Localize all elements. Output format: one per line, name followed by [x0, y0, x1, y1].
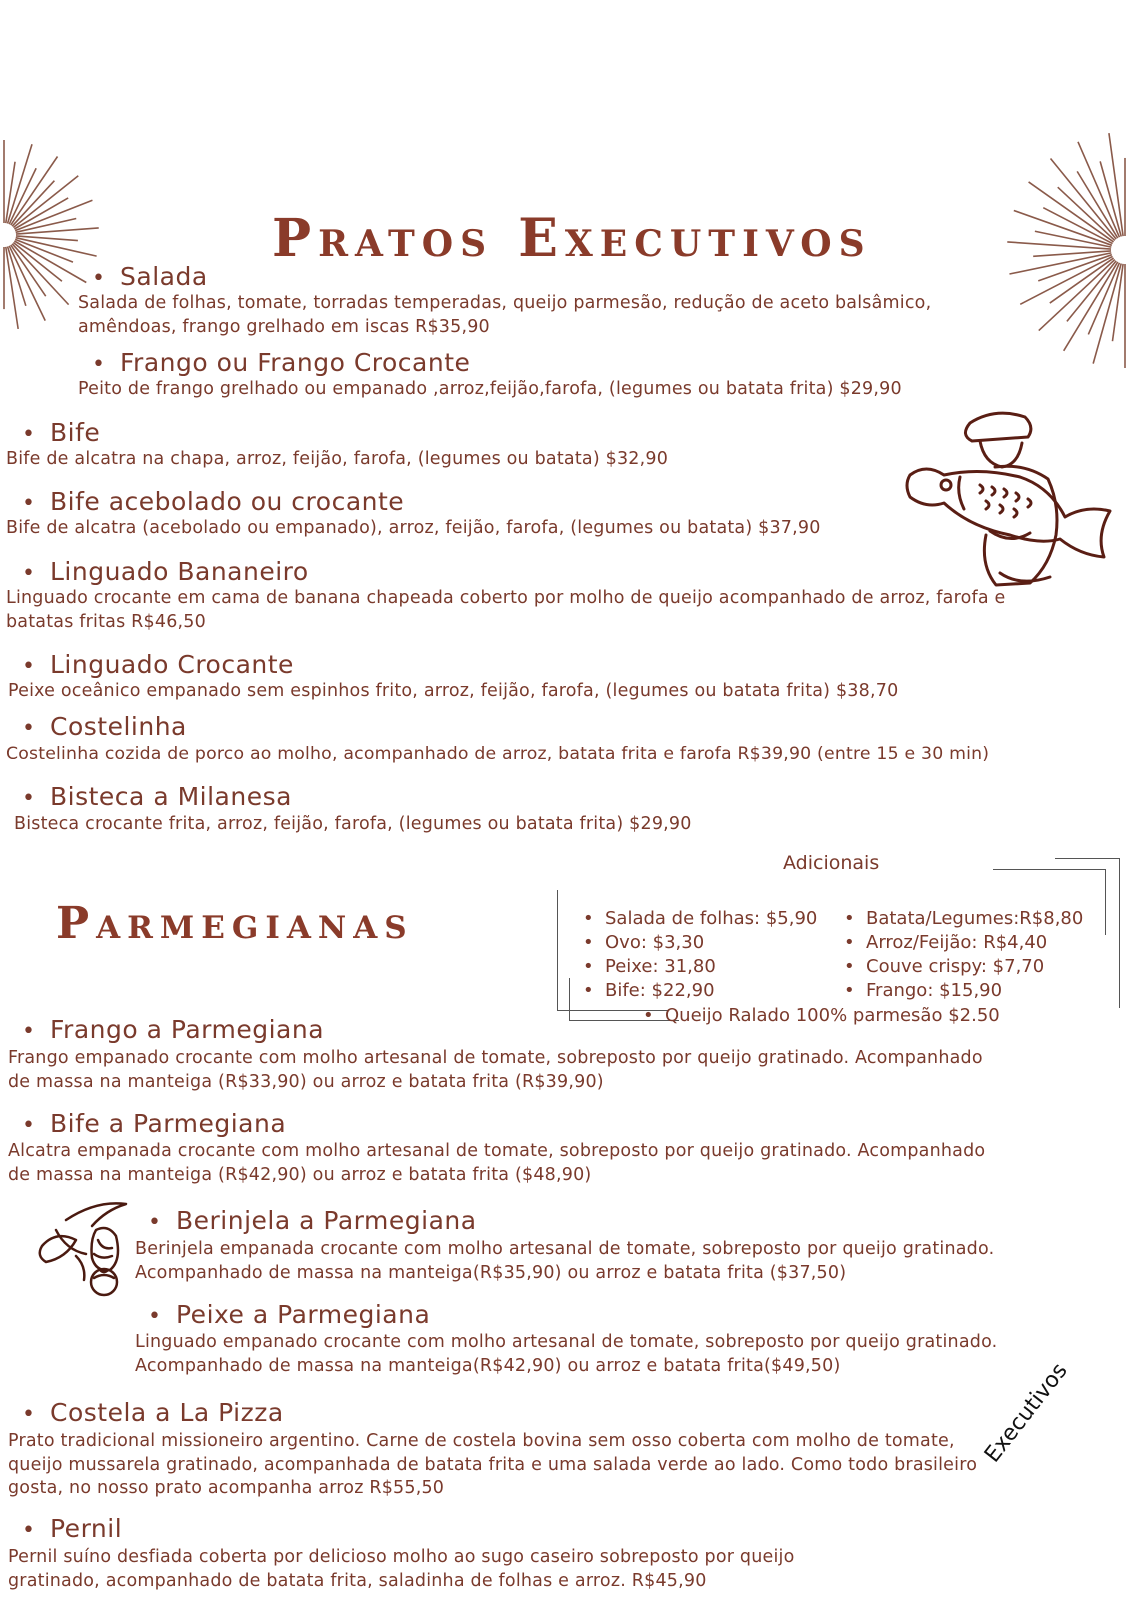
menu-item-name: • Costela a La Pizza — [22, 1398, 284, 1427]
frame-line — [569, 978, 570, 1020]
frame-line — [1055, 858, 1119, 859]
adicional-item: • Bife: $22,90 — [583, 979, 817, 1003]
sunburst-ray — [1078, 142, 1119, 237]
adicional-item: • Frango: $15,90 — [844, 979, 1083, 1003]
menu-item-name: • Linguado Crocante — [22, 650, 294, 679]
menu-item-desc: Berinjela empanada crocante com molho artesanal de tomate, sobreposto por queijo gratinado. Acompanhado de massa na manteiga(R$35,90) ou arroz e batata frita ($37,50) — [135, 1239, 995, 1283]
side-label: Executivos — [980, 1358, 1073, 1468]
frame-line — [993, 869, 1105, 870]
menu-item-name: • Pernil — [22, 1514, 122, 1543]
menu-item-desc: Prato tradicional missioneiro argentino. Carne de costela bovina sem osso coberta com molho de tomate, queijo mussarela gratinado, acompanhada de batata frita e uma salada verde ao lado. Como todo brasileiro gosta, no nosso prato acompanha arroz R$55,50 — [8, 1431, 978, 1498]
adicionais-bottom: • Queijo Ralado 100% parmesão $2.50 — [643, 1004, 1000, 1028]
menu-item-name: • Peixe a Parmegiana — [148, 1300, 430, 1329]
menu-item-desc: Linguado crocante em cama de banana chapeada coberto por molho de queijo acompanhado de arroz, farofa e batatas fritas R$46,50 — [6, 588, 1006, 632]
menu-item-desc: Peito de frango grelhado ou empanado ,arroz,feijão,farofa, (legumes ou batata frita) $29,90 — [78, 379, 902, 399]
sunburst-ray — [1067, 261, 1116, 322]
frame-line — [557, 890, 558, 1010]
menu-item-name: • Salada — [92, 262, 208, 291]
menu-item-name: • Bife — [22, 418, 100, 447]
menu-item-name: • Berinjela a Parmegiana — [148, 1206, 477, 1235]
fisherman-illustration — [900, 405, 1115, 590]
menu-item-desc: Salada de folhas, tomate, torradas temperadas, queijo parmesão, redução de aceto balsâmico, amêndoas, frango grelhado em iscas R$35,90 — [78, 293, 932, 337]
vegetables-illustration — [36, 1200, 136, 1295]
adicional-item: • Salada de folhas: $5,90 — [583, 907, 817, 931]
sunburst-ray — [11, 245, 46, 296]
sunburst-ray — [1020, 256, 1112, 304]
sunburst-ray — [14, 241, 86, 283]
menu-item-name: • Costelinha — [22, 712, 187, 741]
adicional-item: • Ovo: $3,30 — [583, 931, 817, 955]
adicionais-title: Adicionais — [783, 852, 880, 874]
menu-item-name: • Linguado Bananeiro — [22, 557, 309, 586]
sunburst-ray — [1039, 260, 1115, 331]
menu-item-desc: Frango empanado crocante com molho artesanal de tomate, sobreposto por queijo gratinado. Acompanhado de massa na manteiga (R$33,90) ou arroz e batata frita (R$39,90) — [8, 1048, 983, 1092]
menu-item-desc: Bisteca crocante frita, arroz, feijão, farofa, (legumes ou batata frita) $29,90 — [14, 814, 692, 834]
sunburst-ray — [1007, 242, 1111, 249]
menu-item-desc: Pernil suíno desfiada coberta por delicioso molho ao sugo caseiro sobreposto por queijo gratinado, acompanhado de batata frita, saladinha de folhas e arroz. R$45,90 — [8, 1547, 795, 1591]
menu-item-desc: Alcatra empanada crocante com molho artesanal de tomate, sobreposto por queijo gratinado. Acompanhado de massa na manteiga (R$42,90) ou arroz e batata frita ($48,90) — [8, 1141, 986, 1185]
menu-item-desc: Peixe oceânico empanado sem espinhos frito, arroz, feijão, farofa, (legumes ou batata frita) $38,70 — [8, 681, 899, 701]
adicional-item: • Couve crispy: $7,70 — [844, 955, 1083, 979]
page-title: Pratos Executivos — [272, 208, 872, 269]
adicional-item: • Batata/Legumes:R$8,80 — [844, 907, 1083, 931]
menu-item-desc: Bife de alcatra na chapa, arroz, feijão, farofa, (legumes ou batata) $32,90 — [6, 449, 669, 469]
section-title: Parmegianas — [56, 898, 414, 949]
sunburst-ray — [12, 244, 68, 305]
menu-item-desc: Linguado empanado crocante com molho artesanal de tomate, sobreposto por queijo gratinado. Acompanhado de massa na manteiga(R$42,90) ou arroz e batata frita($49,50) — [135, 1332, 998, 1376]
menu-item-name: • Bisteca a Milanesa — [22, 782, 292, 811]
menu-item-name: • Bife a Parmegiana — [22, 1109, 286, 1138]
sunburst-ray — [15, 200, 92, 230]
menu-item-name: • Bife acebolado ou crocante — [22, 487, 404, 516]
adicionais-right-list — [844, 907, 1083, 1003]
adicional-item: • Arroz/Feijão: R$4,40 — [844, 931, 1083, 955]
menu-item-desc: Costelinha cozida de porco ao molho, acompanhado de arroz, batata frita e farofa R$39,90 (entre 15 e 30 min) — [6, 744, 990, 764]
sunburst-ray — [1058, 187, 1115, 240]
menu-item-name: • Frango ou Frango Crocante — [92, 348, 470, 377]
menu-item-name: • Frango a Parmegiana — [22, 1015, 324, 1044]
menu-item-desc: Bife de alcatra (acebolado ou empanado), arroz, feijão, farofa, (legumes ou batata) $37,90 — [6, 518, 821, 538]
frame-line — [1119, 858, 1120, 1008]
adicionais-left-list — [583, 907, 817, 1003]
adicional-item: • Peixe: 31,80 — [583, 955, 817, 979]
frame-line — [1105, 869, 1106, 935]
